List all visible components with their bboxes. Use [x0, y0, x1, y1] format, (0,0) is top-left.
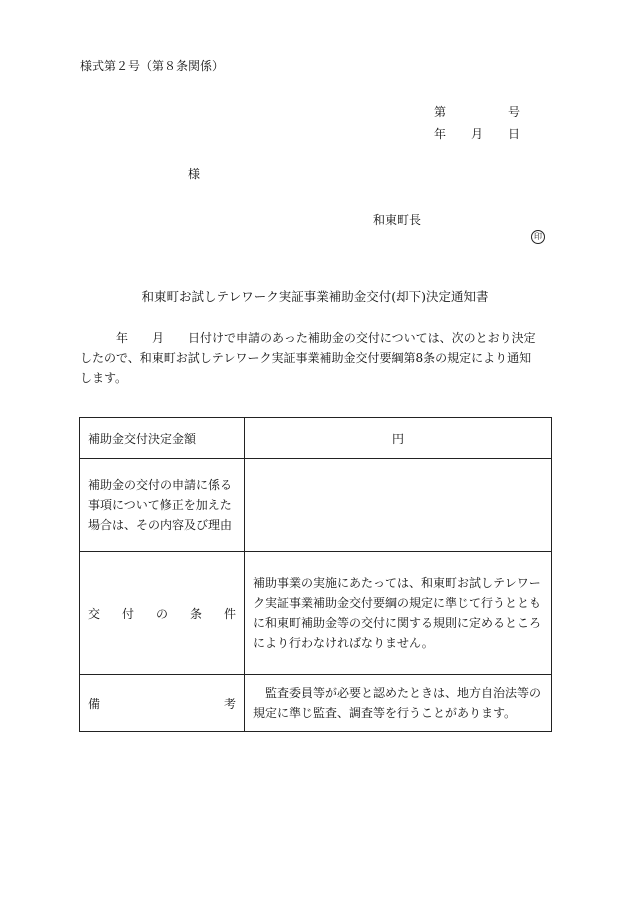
grant-amount-label: 補助金交付決定金額 [80, 418, 245, 459]
date-month: 月 [470, 127, 483, 141]
remarks-char: 考 [223, 696, 236, 711]
table-row [80, 552, 552, 675]
table-row [80, 675, 552, 732]
body-paragraph [80, 328, 550, 388]
table-row [80, 418, 552, 459]
conditions-char: 件 [223, 606, 236, 621]
grant-amount-value: 円 [245, 418, 552, 459]
document-number-block [434, 101, 520, 145]
conditions-value: 補助事業の実施にあたっては、和東町お試しテレワーク実証事業補助金交付要綱の規定に準じて行うとともに和東町補助金等の交付に関する規則に定めるところにより行わなければなりません。 [245, 552, 552, 675]
date-year: 年 [434, 127, 447, 141]
table-row [80, 459, 552, 552]
remarks-value: 監査委員等が必要と認めたときは、地方自治法等の規定に準じ監査、調査等を行うことがあります。 [245, 675, 552, 732]
remarks-label [80, 675, 245, 732]
date-day: 日 [507, 127, 520, 141]
conditions-char: 付 [121, 606, 134, 621]
body-line-2: したので、和東町お試しテレワーク実証事業補助金交付要綱第8条の規定により通知 [80, 351, 532, 365]
modification-value [245, 459, 552, 552]
document-date-row [434, 123, 520, 145]
remarks-char: 備 [88, 696, 101, 711]
modification-label: 補助金の交付の申請に係る事項について修正を加えた場合は、その内容及び理由 [80, 459, 245, 552]
body-line-1-text: 日付けで申請のあった補助金の交付については、次のとおり決定 [188, 331, 536, 345]
seal-mark: 印 [531, 230, 545, 244]
document-number-row [434, 101, 520, 123]
issuer-name: 和東町長 [373, 213, 422, 227]
document-title: 和東町お試しテレワーク実証事業補助金交付(却下)決定通知書 [141, 289, 489, 304]
body-month: 月 [152, 331, 165, 345]
body-line-1 [80, 328, 550, 348]
number-prefix: 第 [434, 105, 447, 119]
decision-table [79, 417, 552, 732]
body-line-3: します。 [80, 371, 128, 385]
recipient-honorific: 様 [188, 167, 201, 181]
body-year: 年 [116, 331, 129, 345]
conditions-char: 交 [88, 606, 101, 621]
number-suffix: 号 [507, 105, 520, 119]
form-number-label: 様式第２号（第８条関係） [80, 59, 225, 73]
conditions-char: の [155, 606, 168, 621]
conditions-label [80, 552, 245, 675]
conditions-char: 条 [189, 606, 202, 621]
